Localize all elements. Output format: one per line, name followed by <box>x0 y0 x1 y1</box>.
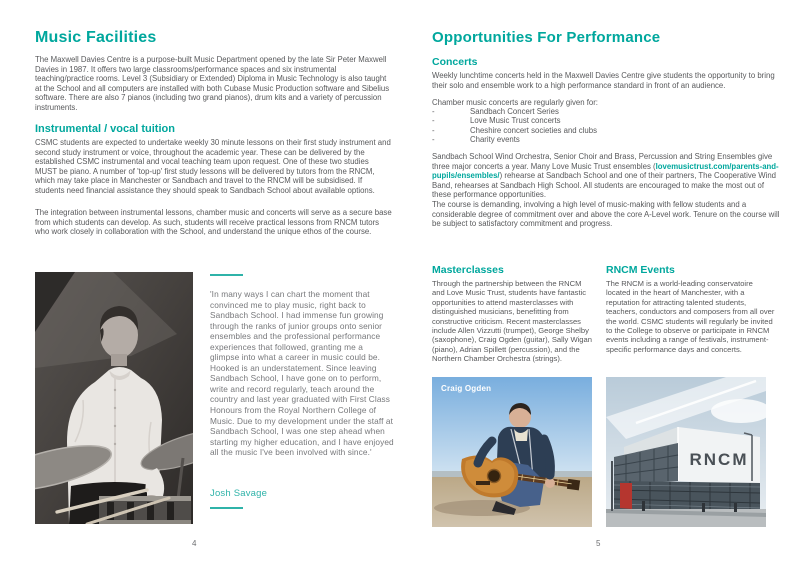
list-item-label: Cheshire concert societies and clubs <box>470 125 597 135</box>
craig-ogden-photo-label: Craig Ogden <box>441 384 492 393</box>
craig-ogden-photo <box>432 377 592 527</box>
list-item <box>432 107 784 116</box>
tuition-section-title: Instrumental / vocal tuition <box>35 123 175 135</box>
list-item <box>432 135 784 144</box>
page-title: Music Facilities <box>35 29 157 46</box>
rncm-sign-text: RNCM <box>689 450 749 469</box>
rncm-building-photo-illustration <box>606 377 766 527</box>
love-music-trust-link[interactable]: lovemusictrust.com/parents-and-pupils/ensembles/ <box>432 161 779 181</box>
page-number-left: 4 <box>192 539 197 548</box>
list-dash: - <box>432 116 435 126</box>
quote-rule-bottom <box>210 507 243 509</box>
list-item-label: Charity events <box>470 134 520 144</box>
rncm-events-paragraph: The RNCM is a world-leading conservatoire located in the heart of Manchester, with a reputation for attracting talented students, teachers, conductors and composers from all over the world. CSMC students will regularly be invited to the College to observe or participate in RNCM events including a range of festivals, instrument-specific performance days and concerts. <box>606 279 775 354</box>
quote-rule-top <box>210 274 243 276</box>
concerts-paragraph-2-post: ) rehearse at Sandbach School and one of their partners, The Cooperative Wind Band, rehearses at Sandbach High School. All students are encouraged to make the most out of these performance opportunities. <box>432 171 776 200</box>
concerts-list <box>432 107 784 144</box>
tuition-paragraph-1: CSMC students are expected to undertake weekly 30 minute lessons on their first study instrument and second study instrument or voice, throughout the academic year. These can be delivered by the established CSMC instrumental and vocal teaching team upon request. One of these two studies MUST be piano. A number of 'top-up' first study lessons will be delivered by tutors from the RNCM, which may take place in Manchester or Sandbach and travel to the RNCM will be subsidised. If students need financial assistance they should speak to Sandbach School about available options. <box>35 138 391 195</box>
testimonial-quote: 'In many ways I can chart the moment that convinced me to play music, right back to Sandbach School. I had immense fun growing through the ranks of junior groups onto senior ensembles and the professional performance experiences that followed, granting me a glimpse into what a career in music could be. Hooked is an understatement. Since leaving Sandbach School, I have gone on to perform, write and record regularly, teach around the country and last year graduated with First Class Honours from the Royal Northern College of Music. Due to my development under the staff at Sandbach School, I was one step ahead when starting my higher education, and I have enjoyed all the music I've been involved with since.' <box>210 289 394 458</box>
list-dash: - <box>432 107 435 116</box>
list-item <box>432 126 784 135</box>
concerts-paragraph-3: The course is demanding, involving a high level of music-making with fellow students and a considerable degree of commitment over and above the core A-Level work. Tenure on the course will be subject to satisfactory commitment and progress. <box>432 200 780 229</box>
drummer-photo-illustration <box>35 272 193 524</box>
intro-paragraph: The Maxwell Davies Centre is a purpose-built Music Department opened by the late Sir Peter Maxwell Davies in 1987. It offers two large classrooms/performance spaces and six instrumental teaching/practice rooms. Level 3 (Subsidiary or Extended) Diploma in Music Technology is also taught at the School and all computers are installed with both Cubase Music Production software and Sibelius software. There are also 7 pianos (including two grand pianos), drum kits and a variety of percussion instruments. <box>35 55 390 112</box>
concerts-section-title: Concerts <box>432 56 478 68</box>
craig-ogden-photo-illustration <box>432 377 592 527</box>
tuition-paragraph-2: The integration between instrumental lessons, chamber music and concerts will serve as a secure base from which students can develop. As such, students will receive practical lessons from RNCM tutors who work closely in collaboration with the School, and understand the unique ethos of the course. <box>35 208 392 237</box>
concerts-paragraph-2-pre: Sandbach School Wind Orchestra, Senior Choir and Brass, Percussion and String Ensembles give three major concerts a year. Many Love Music Trust ensembles ( <box>432 152 773 171</box>
list-item <box>432 116 784 125</box>
list-item-label: Love Music Trust concerts <box>470 116 561 126</box>
list-dash: - <box>432 134 435 144</box>
masterclasses-paragraph: Through the partnership between the RNCM and Love Music Trust, students have fantastic opportunities to attend masterclasses with distinguished musicians, benefitting from constructive criticism. Recent masterclasses include Allen Vizzutti (trumpet), George Shelby (saxophone), Craig Ogden (guitar), Sally Wigan (piano), Adrian Spillett (percussion), and the Northern Chamber Orchestra (strings). <box>432 279 592 364</box>
list-dash: - <box>432 125 435 135</box>
page-number-right: 5 <box>596 539 601 548</box>
concerts-list-intro: Chamber music concerts are regularly given for: <box>432 98 598 107</box>
page-title: Opportunities For Performance <box>432 29 661 46</box>
rncm-building-photo <box>606 377 766 527</box>
list-item-label: Sandbach Concert Series <box>470 107 559 116</box>
concerts-paragraph-2 <box>432 152 784 200</box>
concerts-paragraph-1: Weekly lunchtime concerts held in the Maxwell Davies Centre give students the opportunity to bring their solo and ensemble work to a high performance standard in front of an audience. <box>432 71 775 90</box>
testimonial-author: Josh Savage <box>210 488 268 499</box>
drummer-photo <box>35 272 193 524</box>
masterclasses-section-title: Masterclasses <box>432 264 504 276</box>
rncm-events-section-title: RNCM Events <box>606 264 675 276</box>
